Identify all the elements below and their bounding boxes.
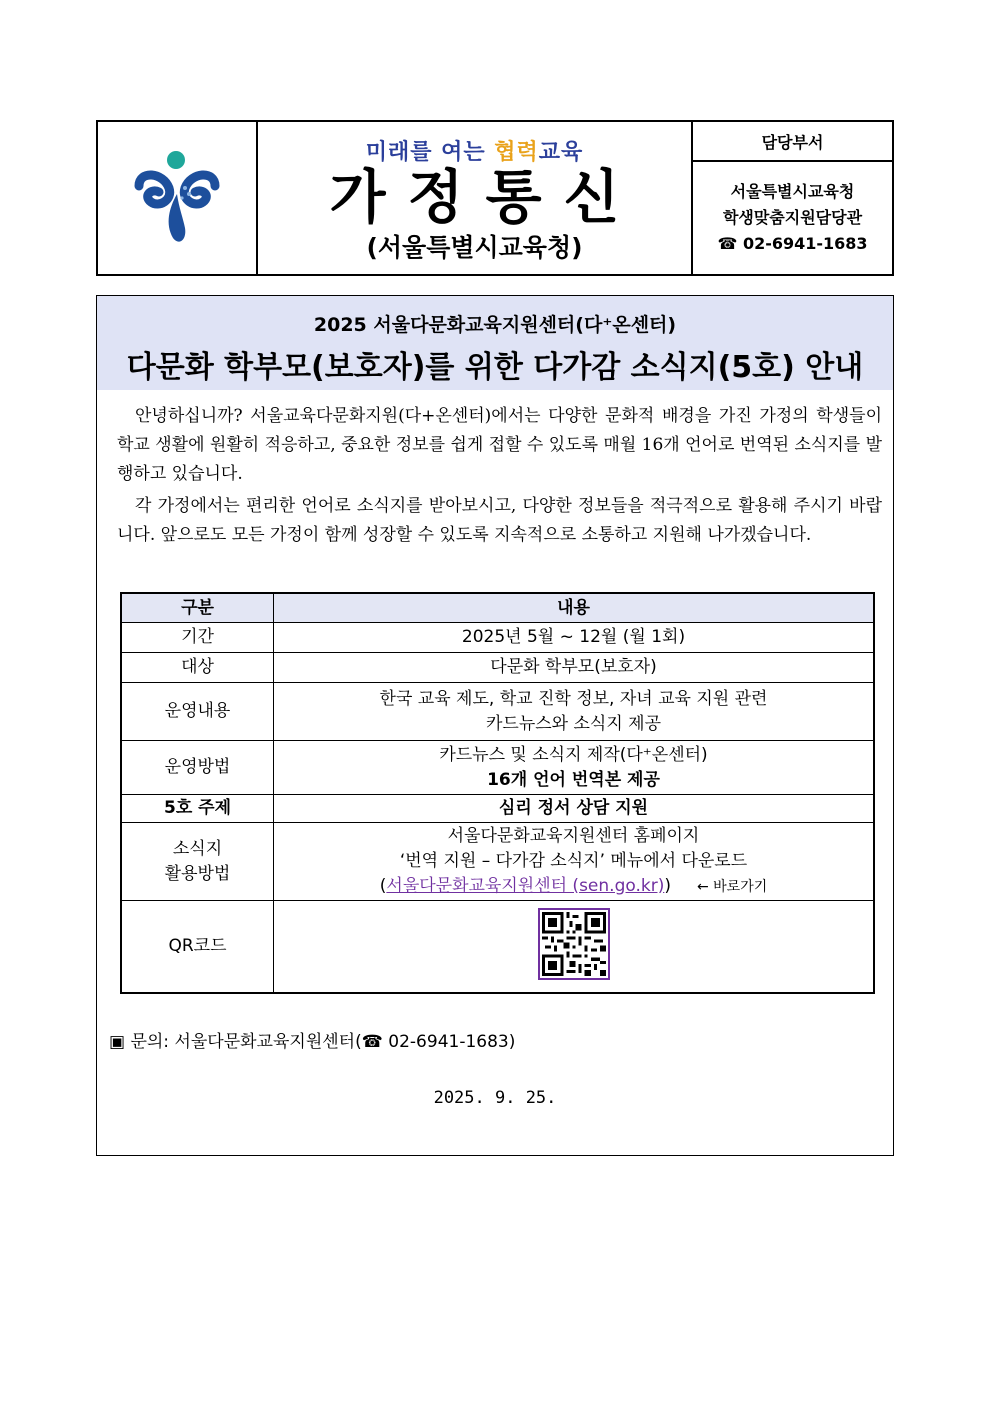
row-label-period: 기간 (121, 623, 274, 653)
usage-label-line2: 활용방법 (164, 863, 231, 884)
table-header-category: 구분 (121, 593, 274, 623)
logo-cell (98, 122, 258, 274)
department-name: 서울특별시교육청 (730, 182, 855, 201)
department-office: 학생맞춤지원담당관 (722, 208, 863, 227)
usage-line3 (278, 874, 869, 900)
row-label-topic: 5호 주제 (121, 795, 274, 823)
table-row (121, 683, 874, 741)
letter-header (96, 120, 894, 276)
slogan-part3: 교육 (538, 139, 584, 165)
content-line1: 한국 교육 제도, 학교 진학 정보, 자녀 교육 지원 관련 (379, 688, 768, 709)
row-label-target: 대상 (121, 653, 274, 683)
table-row (121, 795, 874, 823)
notice-title-line2: 다문화 학부모(보호자)를 위한 다가감 소식지(5호) 안내 (126, 350, 864, 385)
contact-info: ▣ 문의: 서울다문화교육지원센터(☎ 02-6941-1683) (109, 1032, 516, 1052)
seoul-education-logo-icon (129, 148, 225, 248)
notice-box (96, 295, 894, 1156)
slogan-part2: 협력 (494, 139, 539, 165)
department-label: 담당부서 (693, 122, 892, 162)
usage-line2: ‘번역 지원 – 다가감 소식지’ 메뉴에서 다운로드 (399, 850, 748, 871)
row-label-method: 운영방법 (121, 741, 274, 795)
row-value-usage (274, 823, 875, 901)
slogan-part1: 미래를 여는 (365, 139, 495, 165)
method-line1: 카드뉴스 및 소식지 제작(다⁺온센터) (439, 744, 708, 765)
row-label-content: 운영내용 (121, 683, 274, 741)
table-row (121, 823, 874, 901)
row-value-target: 다문화 학부모(보호자) (274, 653, 875, 683)
table-header-row (121, 593, 874, 623)
department-box (693, 122, 892, 274)
notice-title-band (97, 296, 893, 390)
paren-close: ) (664, 875, 671, 896)
table-row (121, 741, 874, 795)
issue-date: 2025. 9. 25. (433, 1088, 557, 1108)
header-title-area (258, 122, 693, 274)
notice-title-line1: 2025 서울다문화교육지원센터(다⁺온센터) (313, 314, 677, 336)
slogan (366, 135, 584, 166)
department-phone: ☎ 02-6941-1683 (717, 234, 868, 253)
paren-open: ( (379, 875, 387, 896)
body-paragraph-2: 각 가정에서는 편리한 언어로 소식지를 받아보시고, 다양한 정보들을 적극적으로 활용해 주시기 바랍니다. 앞으로도 모든 가정이 함께 성장할 수 있도록 지속적으로 소통하고 지원해 나가겠습니다. (117, 496, 882, 545)
method-line2: 16개 언어 번역본 제공 (487, 769, 660, 790)
page-title: 가정통신 (329, 162, 642, 231)
qr-code-icon (542, 912, 606, 976)
row-label-qr: QR코드 (121, 901, 274, 993)
table-row (121, 653, 874, 683)
row-value-period: 2025년 5월 ~ 12월 (월 1회) (274, 623, 875, 653)
table-row (121, 623, 874, 653)
usage-label-line1: 소식지 (172, 838, 223, 859)
row-label-usage (121, 823, 274, 901)
qr-code-image[interactable] (538, 908, 610, 980)
table-row (121, 901, 874, 993)
shortcut-link[interactable]: ← 바로가기 (696, 878, 768, 895)
usage-line1: 서울다문화교육지원센터 홈페이지 (447, 825, 700, 846)
row-value-qr (274, 901, 875, 993)
content-line2: 카드뉴스와 소식지 제공 (485, 713, 662, 734)
row-value-content (274, 683, 875, 741)
row-value-method (274, 741, 875, 795)
table-header-content: 내용 (274, 593, 875, 623)
department-info (693, 162, 892, 274)
website-link[interactable]: 서울다문화교육지원센터 (sen.go.kr) (386, 875, 665, 896)
row-value-topic: 심리 정서 상담 지원 (274, 795, 875, 823)
body-paragraph-1: 안녕하십니까? 서울교육다문화지원(다+온센터)에서는 다양한 문화적 배경을 가진 가정의 학생들이 학교 생활에 원활히 적응하고, 중요한 정보를 쉽게 접할 수 있도록 매월 16개 언어로 번역된 소식지를 발행하고 있습니다. (117, 406, 882, 484)
info-table (120, 592, 875, 994)
page-subtitle: (서울특별시교육청) (366, 232, 583, 262)
